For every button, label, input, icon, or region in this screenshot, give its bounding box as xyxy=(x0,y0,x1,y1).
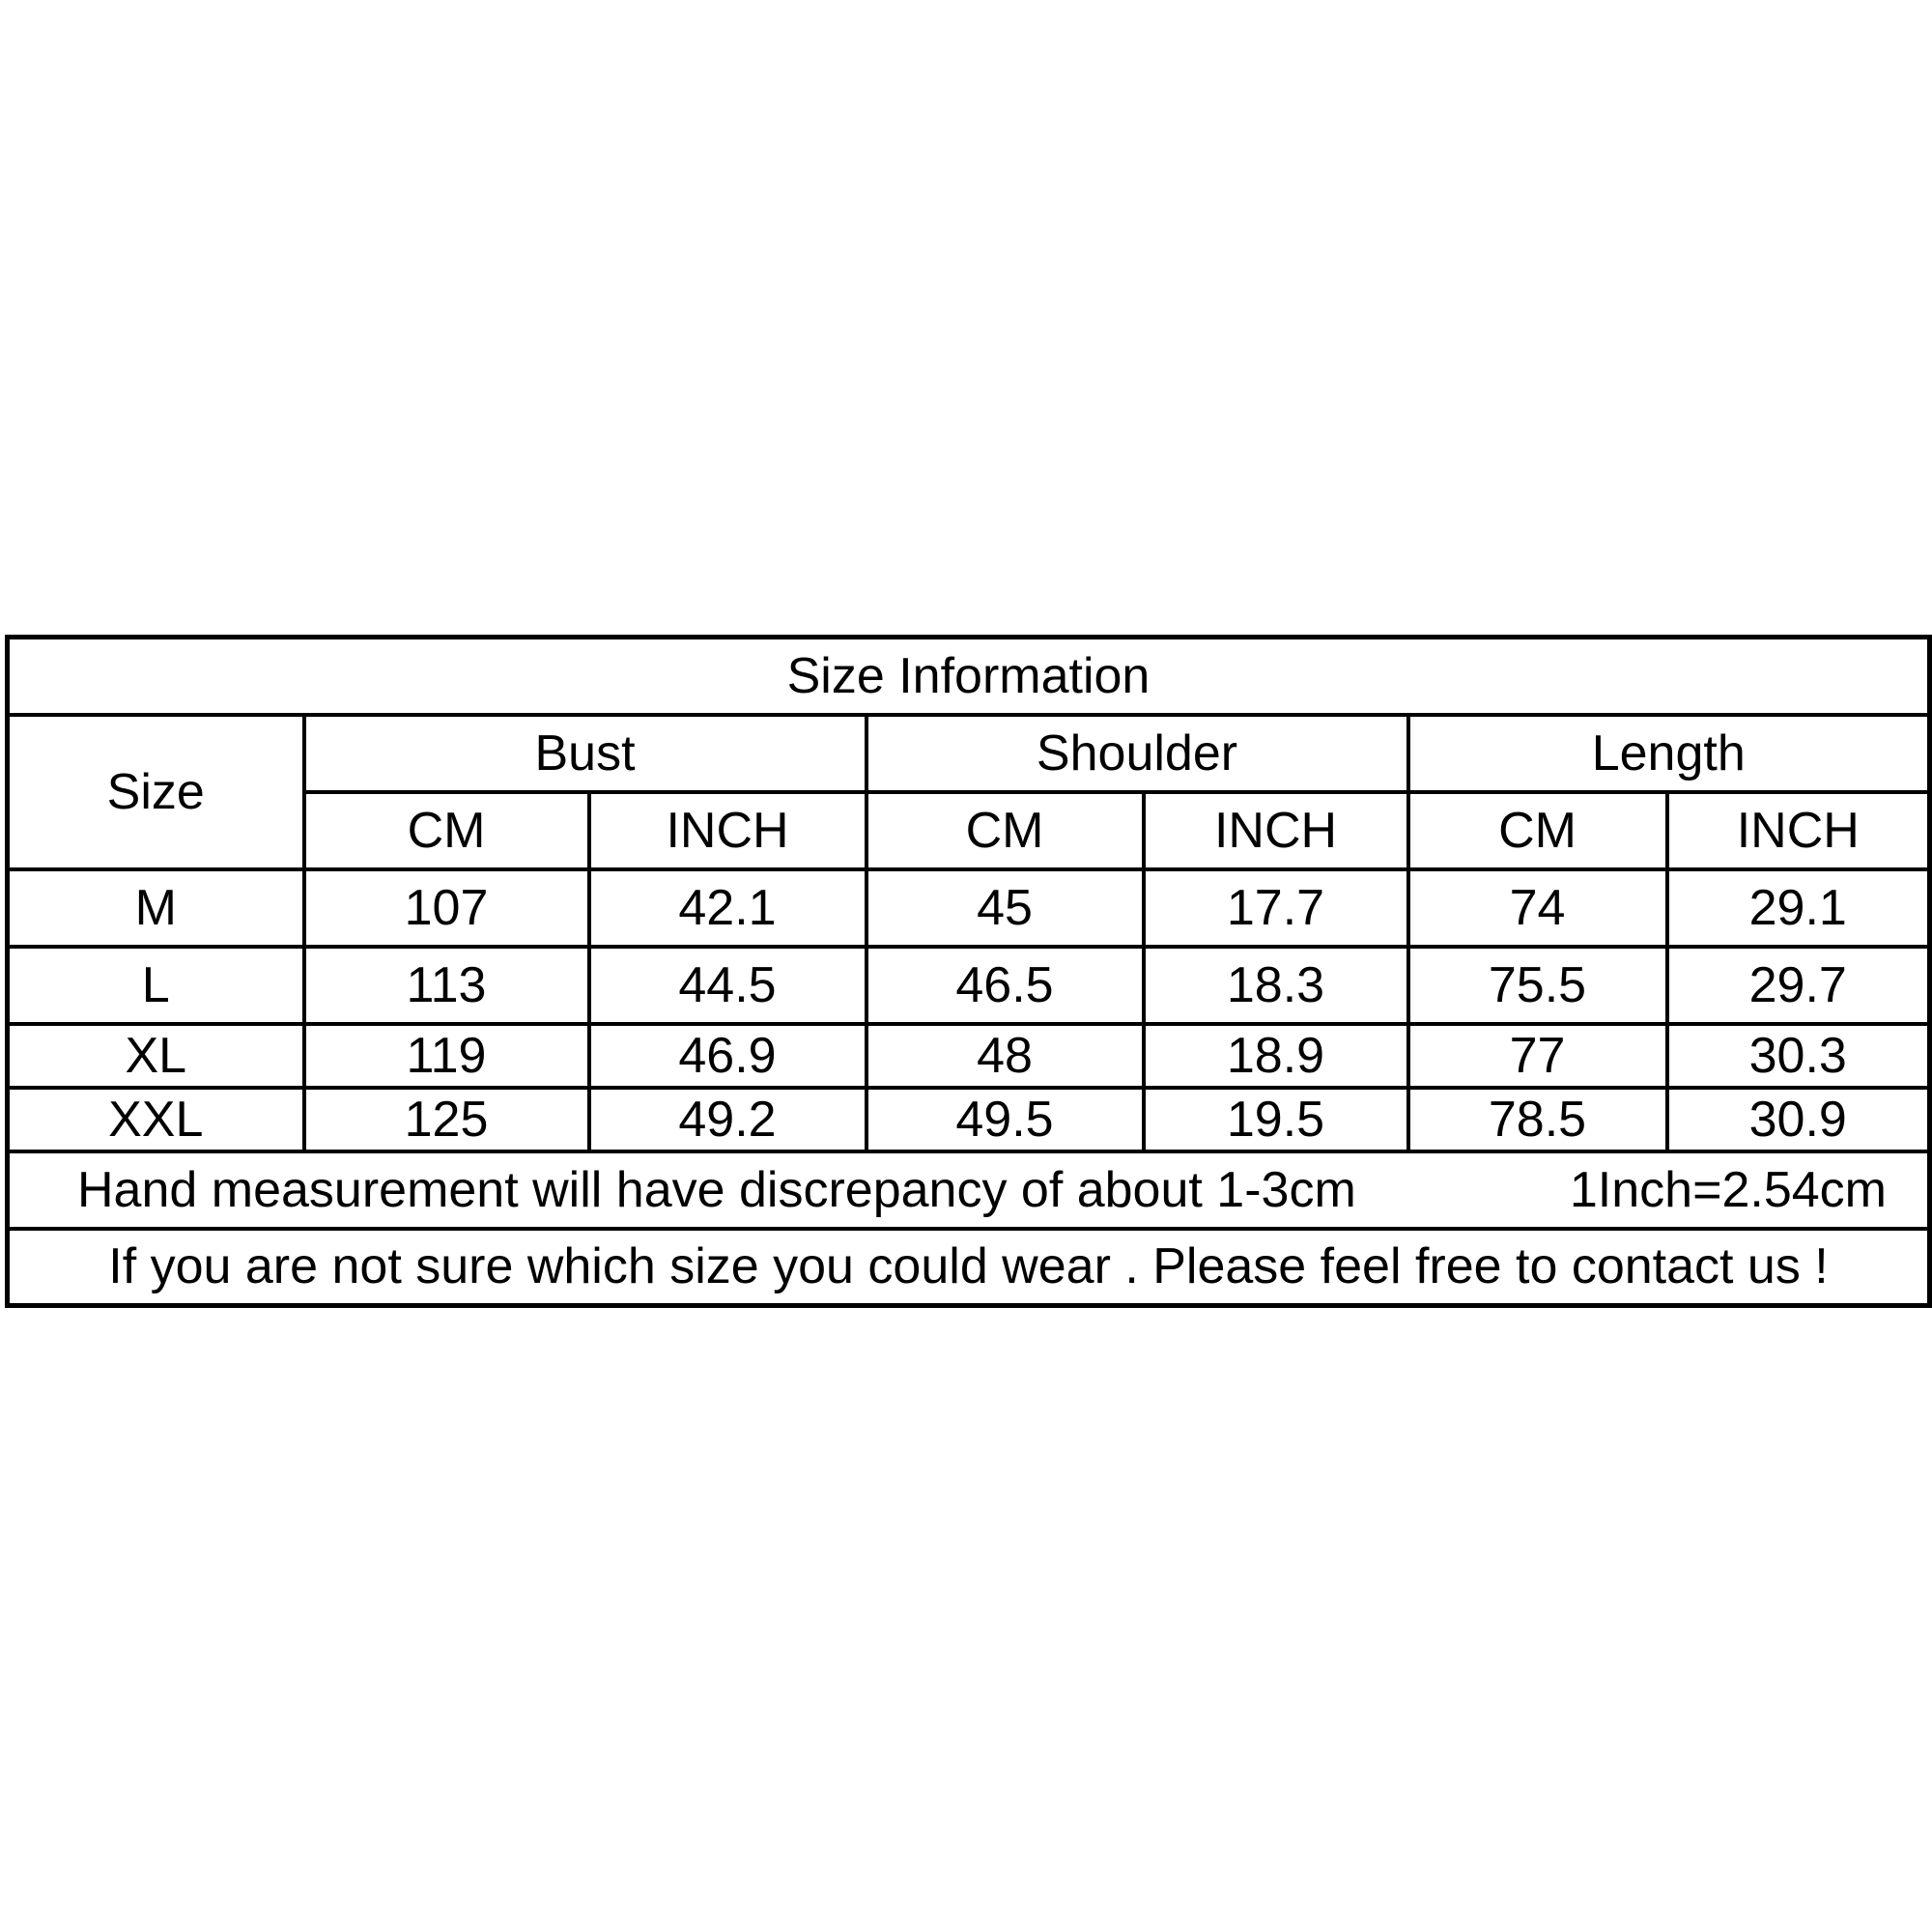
table-row xyxy=(8,947,1930,1024)
unit-header-shoulder-cm: CM xyxy=(867,792,1144,869)
value-cell: 49.5 xyxy=(867,1088,1144,1151)
value-cell: 49.2 xyxy=(589,1088,867,1151)
value-cell: 48 xyxy=(867,1024,1144,1088)
table-row xyxy=(8,1088,1930,1151)
conversion-note: 1Inch=2.54cm xyxy=(1569,1161,1887,1218)
value-cell: 107 xyxy=(304,869,589,947)
unit-header-bust-inch: INCH xyxy=(589,792,867,869)
value-cell: 78.5 xyxy=(1408,1088,1667,1151)
value-cell: 46.9 xyxy=(589,1024,867,1088)
measurement-note xyxy=(8,1151,1930,1229)
table-row xyxy=(8,1024,1930,1088)
size-header: Size xyxy=(8,715,304,869)
value-cell: 119 xyxy=(304,1024,589,1088)
size-cell: XL xyxy=(8,1024,304,1088)
value-cell: 29.7 xyxy=(1667,947,1930,1024)
size-cell: M xyxy=(8,869,304,947)
size-chart xyxy=(5,635,1927,1299)
value-cell: 75.5 xyxy=(1408,947,1667,1024)
value-cell: 125 xyxy=(304,1088,589,1151)
value-cell: 45 xyxy=(867,869,1144,947)
unit-header-bust-cm: CM xyxy=(304,792,589,869)
value-cell: 30.9 xyxy=(1667,1088,1930,1151)
value-cell: 30.3 xyxy=(1667,1024,1930,1088)
value-cell: 19.5 xyxy=(1144,1088,1408,1151)
value-cell: 17.7 xyxy=(1144,869,1408,947)
group-header-length: Length xyxy=(1408,715,1930,792)
discrepancy-note: Hand measurement will have discrepancy of about 1-3cm xyxy=(77,1161,1356,1218)
group-header-bust: Bust xyxy=(304,715,867,792)
unit-header-length-inch: INCH xyxy=(1667,792,1930,869)
value-cell: 18.3 xyxy=(1144,947,1408,1024)
value-cell: 18.9 xyxy=(1144,1024,1408,1088)
group-header-shoulder: Shoulder xyxy=(867,715,1408,792)
size-cell: L xyxy=(8,947,304,1024)
unit-header-length-cm: CM xyxy=(1408,792,1667,869)
value-cell: 46.5 xyxy=(867,947,1144,1024)
value-cell: 74 xyxy=(1408,869,1667,947)
size-cell: XXL xyxy=(8,1088,304,1151)
table-row xyxy=(8,869,1930,947)
value-cell: 44.5 xyxy=(589,947,867,1024)
unit-header-shoulder-inch: INCH xyxy=(1144,792,1408,869)
table-title: Size Information xyxy=(8,638,1930,715)
size-table xyxy=(5,635,1932,1308)
value-cell: 42.1 xyxy=(589,869,867,947)
value-cell: 113 xyxy=(304,947,589,1024)
contact-note: If you are not sure which size you could wear . Please feel free to contact us ! xyxy=(8,1229,1930,1306)
value-cell: 77 xyxy=(1408,1024,1667,1088)
value-cell: 29.1 xyxy=(1667,869,1930,947)
